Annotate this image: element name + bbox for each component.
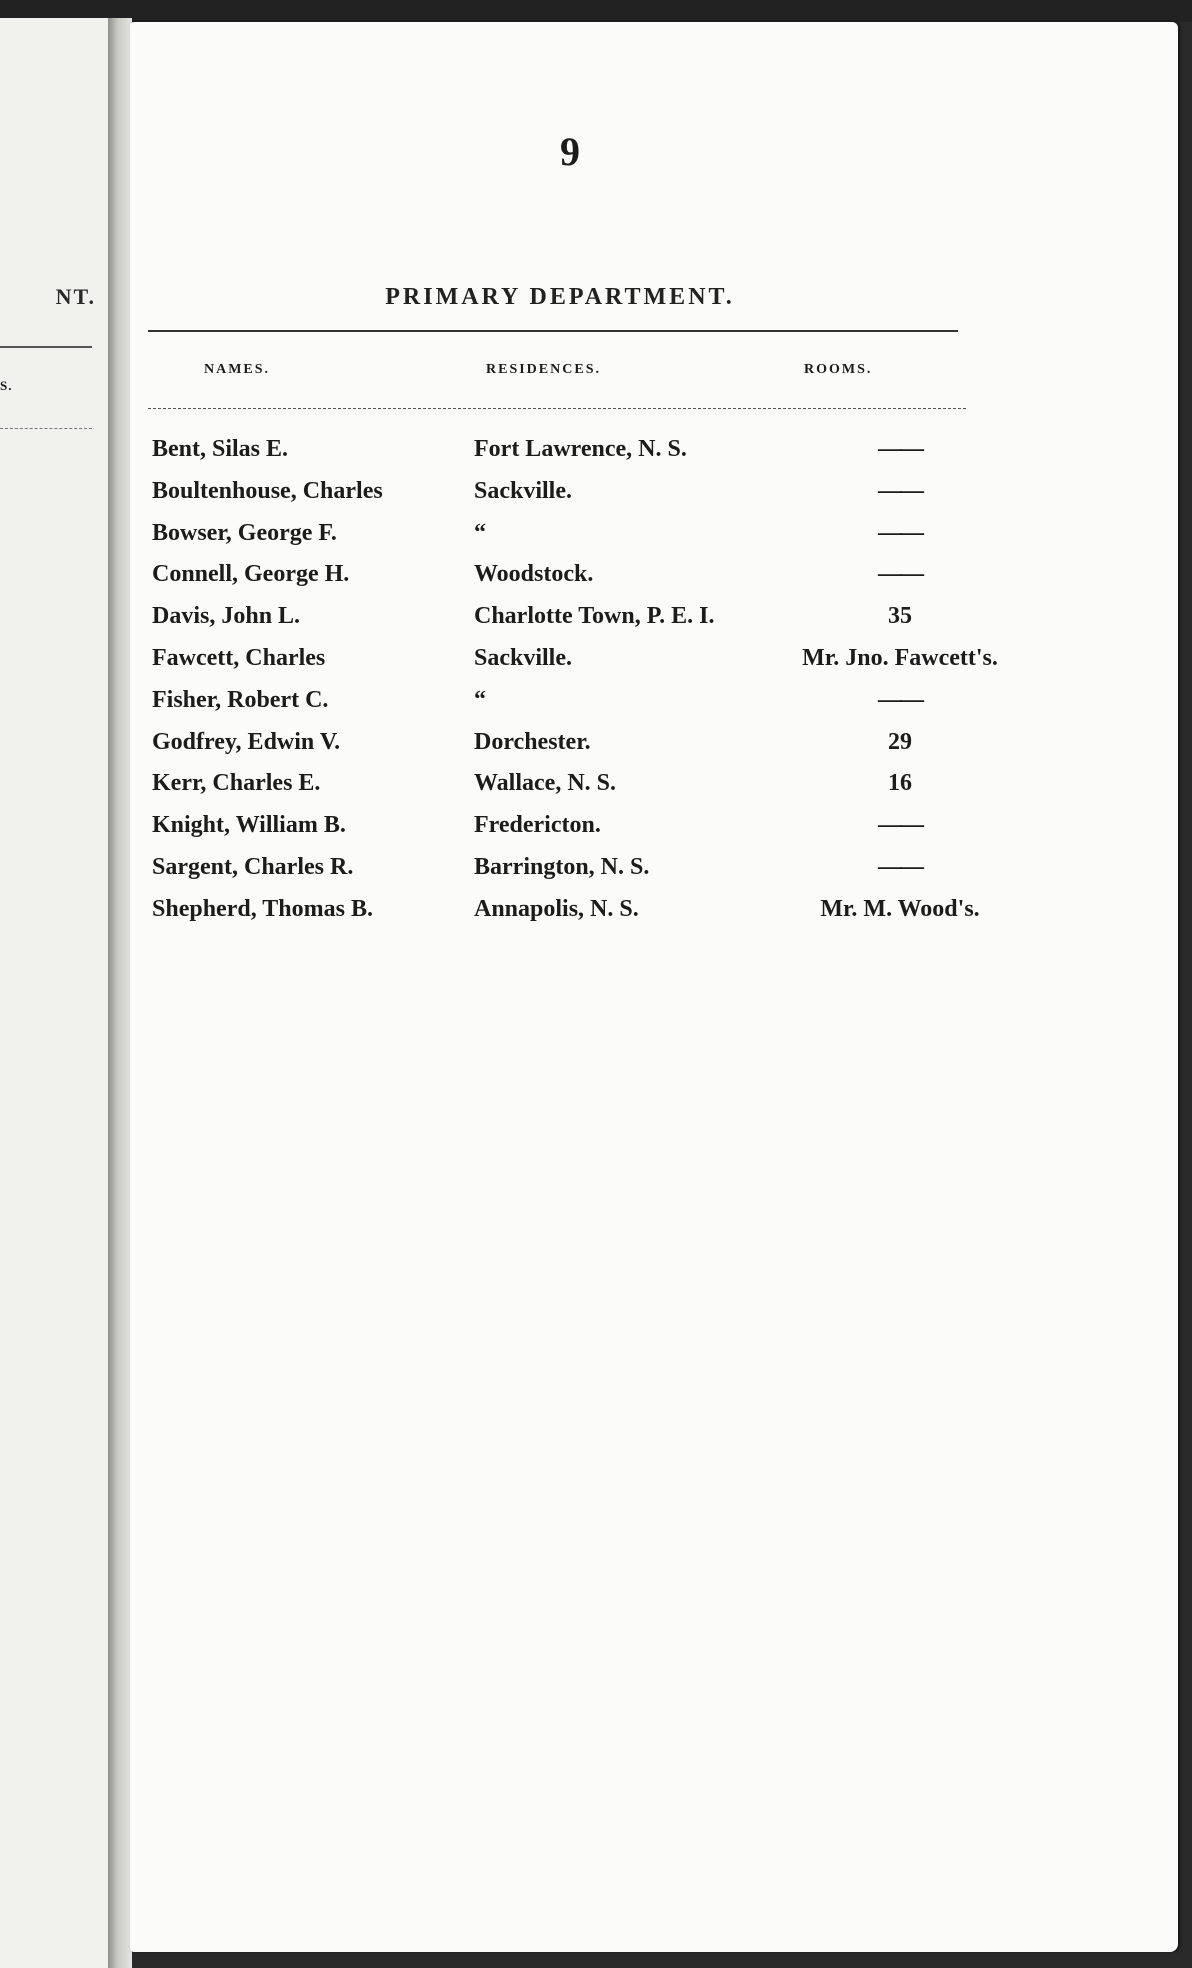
student-residence: “	[474, 519, 486, 546]
student-residence: Fredericton.	[474, 812, 601, 839]
student-residence: Fort Lawrence, N. S.	[474, 436, 687, 462]
table-row	[130, 478, 1178, 518]
previous-page-rule	[0, 346, 92, 348]
table-row	[130, 770, 1178, 810]
student-room: ——	[878, 477, 922, 504]
student-room: ——	[878, 812, 922, 839]
student-name: Davis, John L.	[152, 603, 301, 630]
student-room: 35	[888, 603, 912, 630]
student-residence: Dorchester.	[474, 728, 591, 755]
student-name: Boultenhouse, Charles	[152, 477, 383, 504]
page-number: 9	[560, 129, 580, 174]
previous-page-heading-fragment: NT.	[55, 284, 96, 309]
student-residence: Barrington, N. S.	[474, 854, 650, 880]
student-name: Bent, Silas E.	[152, 436, 289, 462]
student-residence: Woodstock.	[474, 561, 594, 588]
table-row	[130, 896, 1178, 936]
student-residence: Charlotte Town, P. E. I.	[474, 603, 715, 630]
student-residence: Sackville.	[474, 645, 573, 671]
student-name: Connell, George H.	[152, 561, 350, 588]
student-residence: Wallace, N. S.	[474, 770, 616, 797]
student-name: Fawcett, Charles	[152, 645, 326, 671]
header-dashed-rule	[148, 408, 966, 409]
book-spine-gutter	[108, 18, 132, 1968]
student-name: Knight, William B.	[152, 812, 346, 839]
student-room: ——	[878, 686, 922, 713]
column-header-names: NAMES.	[204, 362, 271, 377]
table-row	[130, 561, 1178, 601]
student-name: Bowser, George F.	[152, 519, 337, 546]
previous-page-column-fragment: S.	[0, 378, 13, 393]
student-room: 16	[888, 770, 912, 797]
table-row	[130, 687, 1178, 727]
student-room: ——	[878, 519, 922, 546]
table-row	[130, 854, 1178, 894]
column-header-rooms: ROOMS.	[804, 362, 873, 377]
student-room: Mr. M. Wood's.	[820, 895, 980, 922]
column-header-residences: RESIDENCES.	[486, 362, 601, 377]
heading-rule	[148, 330, 958, 332]
table-row	[130, 603, 1178, 643]
student-name: Sargent, Charles R.	[152, 854, 354, 880]
table-row	[130, 520, 1178, 560]
page	[130, 22, 1178, 1952]
student-residence: “	[474, 686, 486, 713]
student-name: Fisher, Robert C.	[152, 686, 329, 713]
student-room: ——	[878, 854, 922, 880]
student-room: 29	[888, 728, 912, 755]
table-row	[130, 812, 1178, 852]
student-room: ——	[878, 436, 922, 462]
table-row	[130, 436, 1178, 476]
previous-page-dashed-rule	[0, 428, 92, 429]
student-name: Godfrey, Edwin V.	[152, 728, 341, 755]
student-name: Kerr, Charles E.	[152, 770, 321, 797]
student-room: Mr. Jno. Fawcett's.	[802, 645, 998, 671]
section-heading: PRIMARY DEPARTMENT.	[385, 284, 735, 310]
table-row	[130, 729, 1178, 769]
table-row	[130, 645, 1178, 685]
student-residence: Sackville.	[474, 477, 573, 504]
student-name: Shepherd, Thomas B.	[152, 895, 373, 922]
student-room: ——	[878, 561, 922, 588]
previous-page-edge	[0, 18, 109, 1968]
scanner-top-edge	[0, 0, 1192, 22]
student-residence: Annapolis, N. S.	[474, 895, 639, 922]
